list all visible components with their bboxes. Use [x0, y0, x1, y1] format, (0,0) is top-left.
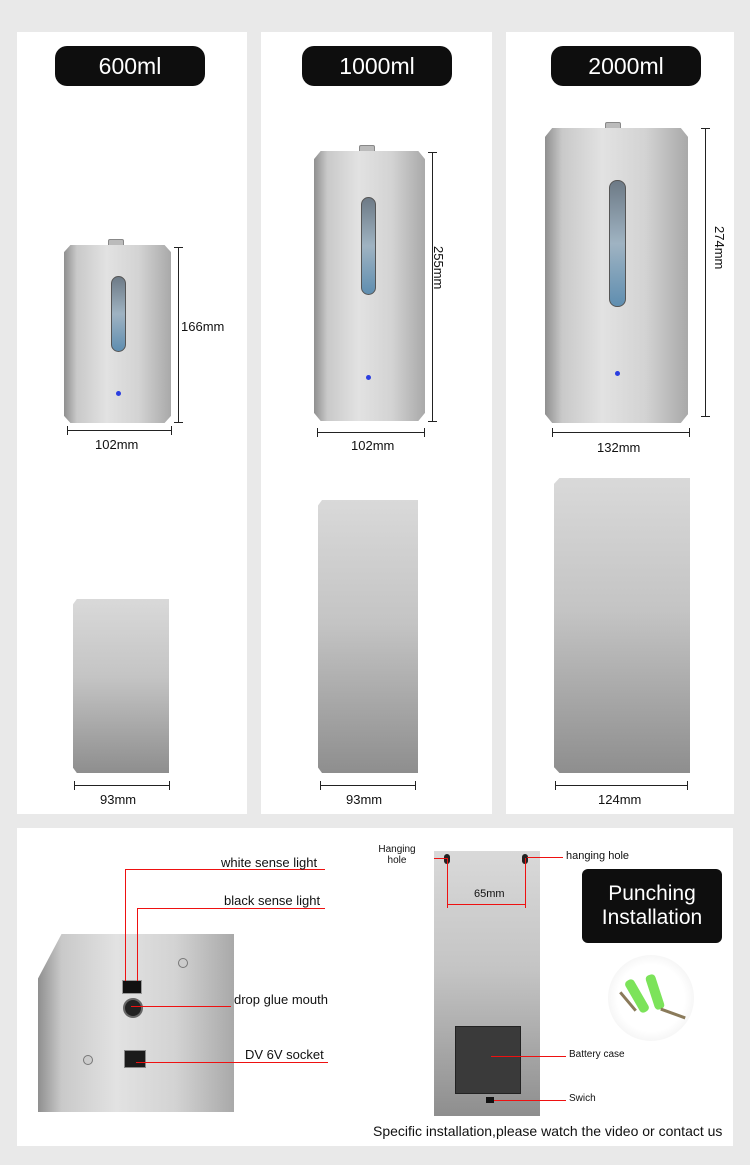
leader-line [125, 869, 126, 981]
screw-dot [178, 958, 188, 968]
height-2000ml: 274mm [712, 226, 727, 270]
sense-led [366, 375, 371, 380]
leader-line [137, 908, 325, 909]
depth-1000ml: 93mm [346, 792, 383, 807]
leader-line [447, 858, 448, 908]
depth-line [74, 785, 170, 786]
height-line [705, 128, 706, 417]
leader-line [525, 858, 526, 908]
leader-line [527, 857, 563, 858]
width-600ml: 102mm [95, 437, 139, 452]
spacing-label: 65mm [474, 888, 505, 900]
hanging-hole-right-label: hanging hole [566, 850, 630, 862]
drop-glue-mouth-hole [123, 998, 143, 1018]
width-line [317, 432, 425, 433]
dispenser-2000ml-side [554, 478, 690, 773]
capacity-label-1000ml: 1000ml [302, 46, 452, 86]
depth-line [555, 785, 688, 786]
sense-light-box [122, 980, 142, 994]
switch [486, 1097, 494, 1103]
leader-line [447, 904, 525, 905]
drop-glue-mouth-label: drop glue mouth [234, 992, 328, 1007]
hanging-hole-left-label: Hanging hole [378, 844, 416, 866]
width-2000ml: 132mm [597, 440, 641, 455]
sense-led [116, 391, 121, 396]
leader-line [136, 1062, 328, 1063]
battery-case-cover [455, 1026, 521, 1094]
depth-line [320, 785, 416, 786]
depth-2000ml: 124mm [598, 792, 642, 807]
liquid-window [111, 276, 126, 352]
black-sense-light-label: black sense light [224, 893, 321, 908]
height-line [178, 247, 179, 423]
leader-line [491, 1056, 566, 1057]
dc-socket [124, 1050, 146, 1068]
liquid-window [361, 197, 376, 295]
sense-led [615, 371, 620, 376]
leader-line [131, 1006, 231, 1007]
liquid-window [609, 180, 626, 307]
width-line [67, 430, 172, 431]
capacity-label-2000ml: 2000ml [551, 46, 701, 86]
depth-600ml: 93mm [100, 792, 137, 807]
dv-socket-label: DV 6V socket [245, 1047, 324, 1062]
installation-footer-note: Specific installation,please watch the video or contact us [373, 1123, 723, 1139]
white-sense-light-label: white sense light [221, 855, 318, 870]
width-1000ml: 102mm [351, 438, 395, 453]
width-line [552, 432, 690, 433]
leader-line [494, 1100, 566, 1101]
dispenser-1000ml-side [318, 500, 418, 773]
leader-line [137, 908, 138, 981]
capacity-label-600ml: 600ml [55, 46, 205, 86]
battery-case-label: Battery case [569, 1049, 625, 1060]
height-600ml: 166mm [181, 319, 225, 334]
punching-installation-badge: Punching Installation [582, 869, 722, 943]
screw-dot [83, 1055, 93, 1065]
height-1000ml: 255mm [431, 246, 446, 290]
leader-line [434, 858, 447, 859]
switch-label: Swich [569, 1093, 596, 1104]
dispenser-bottom-view [38, 934, 234, 1112]
dispenser-600ml-side [73, 599, 169, 773]
